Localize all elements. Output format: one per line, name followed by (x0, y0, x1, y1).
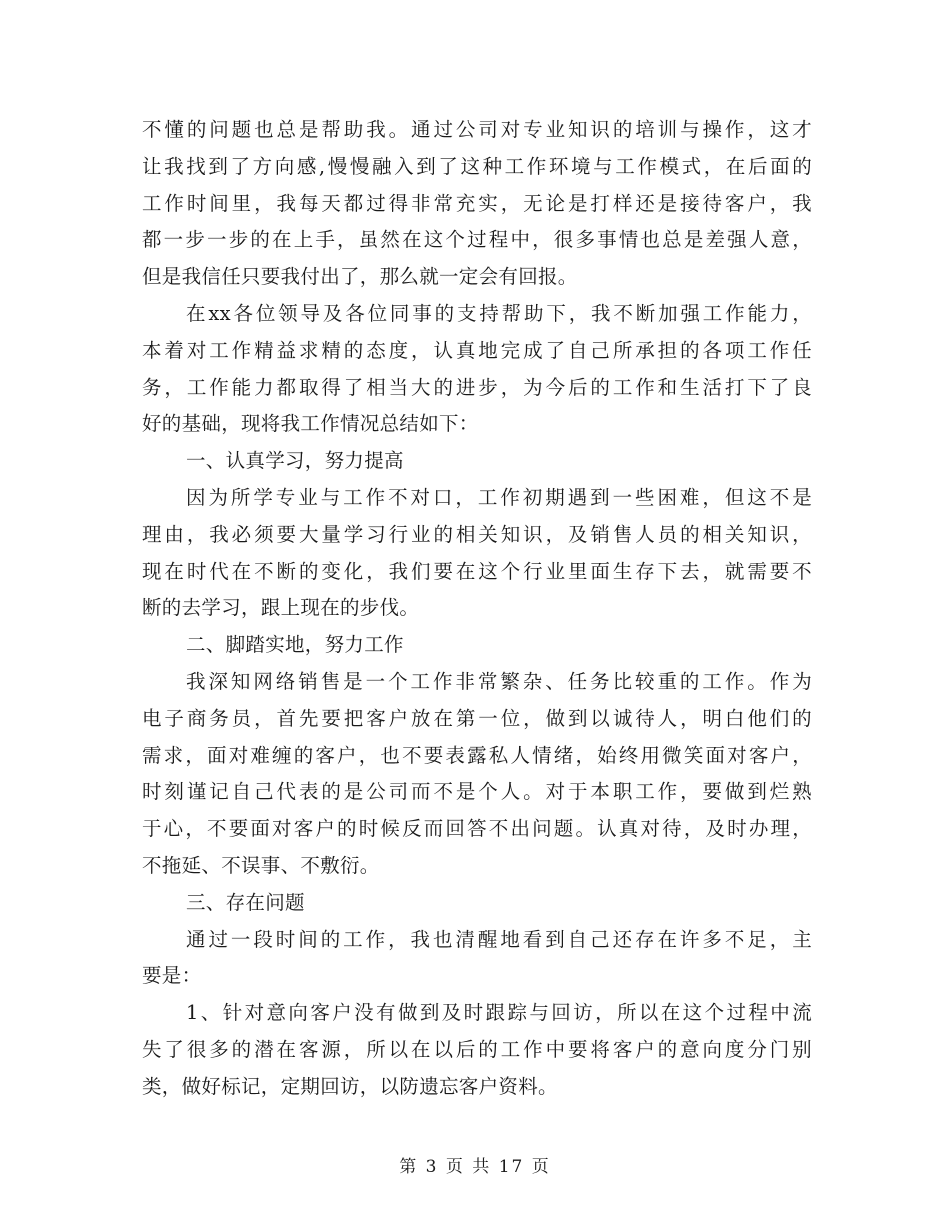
section-heading-2 (142, 627, 812, 664)
text-line: 让我找到了方向感,慢慢融入到了这种工作环境与工作模式，在后面的 (142, 154, 812, 178)
text-line: 现在时代在不断的变化，我们要在这个行业里面生存下去，就需要不 (142, 559, 812, 583)
text-line: 不拖延、不误事、不敷衍。 (142, 853, 380, 877)
text-line: 1、针对意向客户没有做到及时跟踪与回访，所以在这个过程中流 (186, 1001, 812, 1025)
section-heading-3 (142, 885, 812, 922)
text-line: 通过一段时间的工作，我也清醒地看到自己还存在许多不足，主 (186, 927, 812, 951)
paragraph-1 (142, 112, 812, 296)
text-line: 务，工作能力都取得了相当大的进步，为今后的工作和生活打下了良 (142, 375, 812, 399)
text-line: 于心，不要面对客户的时候反而回答不出问题。认真对待，及时办理， (142, 817, 812, 841)
text-line: 电子商务员，首先要把客户放在第一位，做到以诚待人，明白他们的 (142, 706, 812, 730)
paragraph-6 (142, 995, 812, 1105)
paragraph-4 (142, 664, 812, 885)
text-line: 需求，面对难缠的客户，也不要表露私人情绪，始终用微笑面对客户， (142, 743, 812, 767)
heading-text: 二、脚踏实地，努力工作 (186, 633, 404, 657)
text-line: 时刻谨记自己代表的是公司而不是个人。对于本职工作，要做到烂熟 (142, 780, 812, 804)
text-line: 好的基础，现将我工作情况总结如下： (142, 412, 479, 436)
text-line: 工作时间里，我每天都过得非常充实，无论是打样还是接待客户，我 (142, 191, 812, 215)
text-line: 要是： (142, 964, 202, 988)
heading-text: 三、存在问题 (186, 890, 305, 914)
text-line: 我深知网络销售是一个工作非常繁杂、任务比较重的工作。作为 (186, 669, 812, 693)
document-body (142, 112, 812, 1106)
text-line: 不懂的问题也总是帮助我。通过公司对专业知识的培训与操作，这才 (142, 118, 812, 141)
text-line: 断的去学习，跟上现在的步伐。 (142, 596, 420, 620)
text-line: 都一步一步的在上手，虽然在这个过程中，很多事情也总是差强人意， (142, 228, 812, 252)
text-line: 失了很多的潜在客源，所以在以后的工作中要将客户的意向度分门别 (142, 1037, 812, 1061)
text-line: 但是我信任只要我付出了，那么就一定会有回报。 (142, 265, 578, 289)
heading-text: 一、认真学习，努力提高 (186, 449, 404, 473)
text-line: 理由，我必须要大量学习行业的相关知识，及销售人员的相关知识， (142, 522, 812, 546)
paragraph-2 (142, 296, 812, 443)
paragraph-5 (142, 922, 812, 996)
paragraph-3 (142, 480, 812, 627)
page-number-footer: 第 3 页 共 17 页 (399, 1157, 551, 1177)
text-line: 因为所学专业与工作不对口，工作初期遇到一些困难，但这不是 (186, 485, 812, 509)
text-line: 类，做好标记，定期回访，以防遗忘客户资料。 (142, 1074, 558, 1098)
text-line: 本着对工作精益求精的态度，认真地完成了自己所承担的各项工作任 (142, 338, 812, 362)
section-heading-1 (142, 443, 812, 480)
text-line: 在xx各位领导及各位同事的支持帮助下，我不断加强工作能力， (186, 301, 812, 325)
